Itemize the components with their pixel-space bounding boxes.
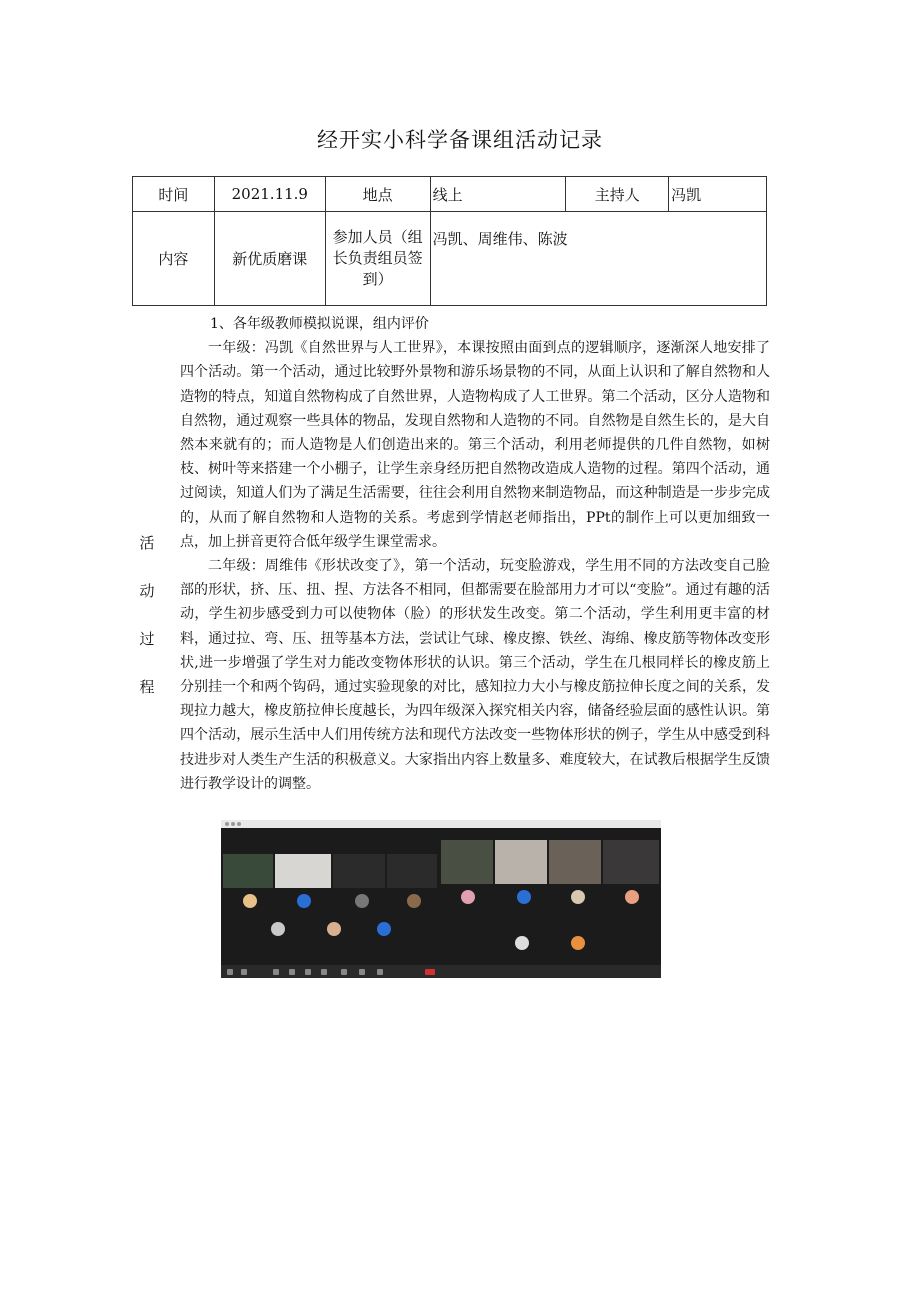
host-value: 冯凯 — [669, 177, 767, 212]
apps-icon[interactable] — [341, 969, 347, 975]
section-heading: 1、各年级教师模拟说课，组内评价 — [210, 316, 429, 332]
video-tile — [387, 854, 437, 888]
avatar — [571, 890, 585, 904]
video-tile — [441, 840, 493, 884]
avatar — [407, 894, 421, 908]
avatar — [517, 890, 531, 904]
video-tile — [333, 854, 385, 888]
avatar — [243, 894, 257, 908]
avatar — [571, 936, 585, 950]
more-icon[interactable] — [377, 969, 383, 975]
video-tile — [495, 840, 547, 884]
page-title: 经开实小科学备课组活动记录 — [317, 128, 603, 152]
host-label: 主持人 — [566, 177, 669, 212]
video-tile — [603, 840, 659, 884]
side-char: 活 — [139, 534, 155, 552]
avatar — [461, 890, 475, 904]
settings-icon[interactable] — [359, 969, 365, 975]
share-icon[interactable] — [273, 969, 279, 975]
leave-button[interactable] — [425, 969, 435, 975]
record-icon[interactable] — [289, 969, 295, 975]
content-label: 内容 — [133, 212, 215, 306]
video-tile — [549, 840, 601, 884]
side-char: 过 — [139, 630, 155, 648]
avatar — [327, 922, 341, 936]
meeting-toolbar — [221, 965, 661, 978]
paragraph-grade2: 二年级：周维伟《形状改变了》，第一个活动，玩变脸游戏，学生用不同的方法改变自己脸部的形状，挤、压、扭、捏、方法各不相同，但都需要在脸部用力才可以“变脸”。通过有趣的活动，学生初步感受到力可以使物体（脸）的形状发生改变。第二个活动，学生利用更丰富的材料，通过拉、弯、压、扭等基本方法，尝试让气球、橡皮擦、铁丝、海绵、橡皮筋等物体改变形状,进一步增强了学生对力能改变物体形状的认识。第三个活动，学生在几根同样长的橡皮筋上分别挂一个和两个钩码，通过实验现象的对比，感知拉力大小与橡皮筋拉伸长度之间的关系，发现拉力越大，橡皮筋拉伸长度越长，为四年级深入探究相关内容，储备经验层面的感性认识。第四个活动，展示生活中人们用传统方法和现代方法改变一些物体形状的例子，学生从中感受到科技进步对人类生产生活的积极意义。大家指出内容上数量多、难度较大，在试教后根据学生反馈进行教学设计的调整。 — [180, 558, 770, 792]
window-titlebar — [221, 820, 661, 828]
window-dot-icon — [225, 822, 229, 826]
mic-icon[interactable] — [227, 969, 233, 975]
time-value: 2021.11.9 — [214, 177, 325, 212]
participants-value: 冯凯、周维伟、陈波 — [430, 212, 766, 306]
activity-content — [180, 312, 770, 796]
window-dot-icon — [237, 822, 241, 826]
time-label: 时间 — [133, 177, 215, 212]
avatar — [355, 894, 369, 908]
avatar — [377, 922, 391, 936]
content-value: 新优质磨课 — [214, 212, 325, 306]
camera-icon[interactable] — [241, 969, 247, 975]
avatar — [515, 936, 529, 950]
place-label: 地点 — [325, 177, 430, 212]
participants-label: 参加人员（组长负责组员签到） — [325, 212, 430, 306]
avatar — [297, 894, 311, 908]
window-dot-icon — [231, 822, 235, 826]
paragraph-grade1: 一年级：冯凯《自然世界与人工世界》，本课按照由面到点的逻辑顺序，逐渐深人地安排了四个活动。第一个活动，通过比较野外景物和游乐场景物的不同，从面上认识和了解自然物和人造物的特点，知道自然物构成了自然世界，人造物构成了人工世界。第二个活动，区分人造物和自然物，通过观察一些具体的物品，发现自然物和人造物的不同。自然物是自然生长的，是大自然本来就有的；而人造物是人们创造出来的。第三个活动，利用老师提供的几件自然物，如树枝、树叶等来搭建一个小棚子，让学生亲身经历把自然物改造成人造物的过程。第四个活动，通过阅读，知道人们为了满足生活需要，往往会利用自然物来制造物品，而这种制造是一步步完成的，从而了解自然物和人造物的关系。考虑到学情赵老师指出，PPt的制作上可以更加细致一点，加上拼音更符合低年级学生课堂需求。 — [180, 340, 770, 550]
info-table — [132, 176, 767, 306]
meeting-screenshot — [221, 820, 661, 978]
place-value: 线上 — [430, 177, 566, 212]
chat-icon[interactable] — [321, 969, 327, 975]
members-icon[interactable] — [305, 969, 311, 975]
avatar — [625, 890, 639, 904]
side-char: 程 — [139, 678, 155, 696]
avatar — [271, 922, 285, 936]
video-tile — [275, 854, 331, 888]
side-label — [137, 528, 157, 720]
side-char: 动 — [139, 582, 155, 600]
video-tile — [223, 854, 273, 888]
